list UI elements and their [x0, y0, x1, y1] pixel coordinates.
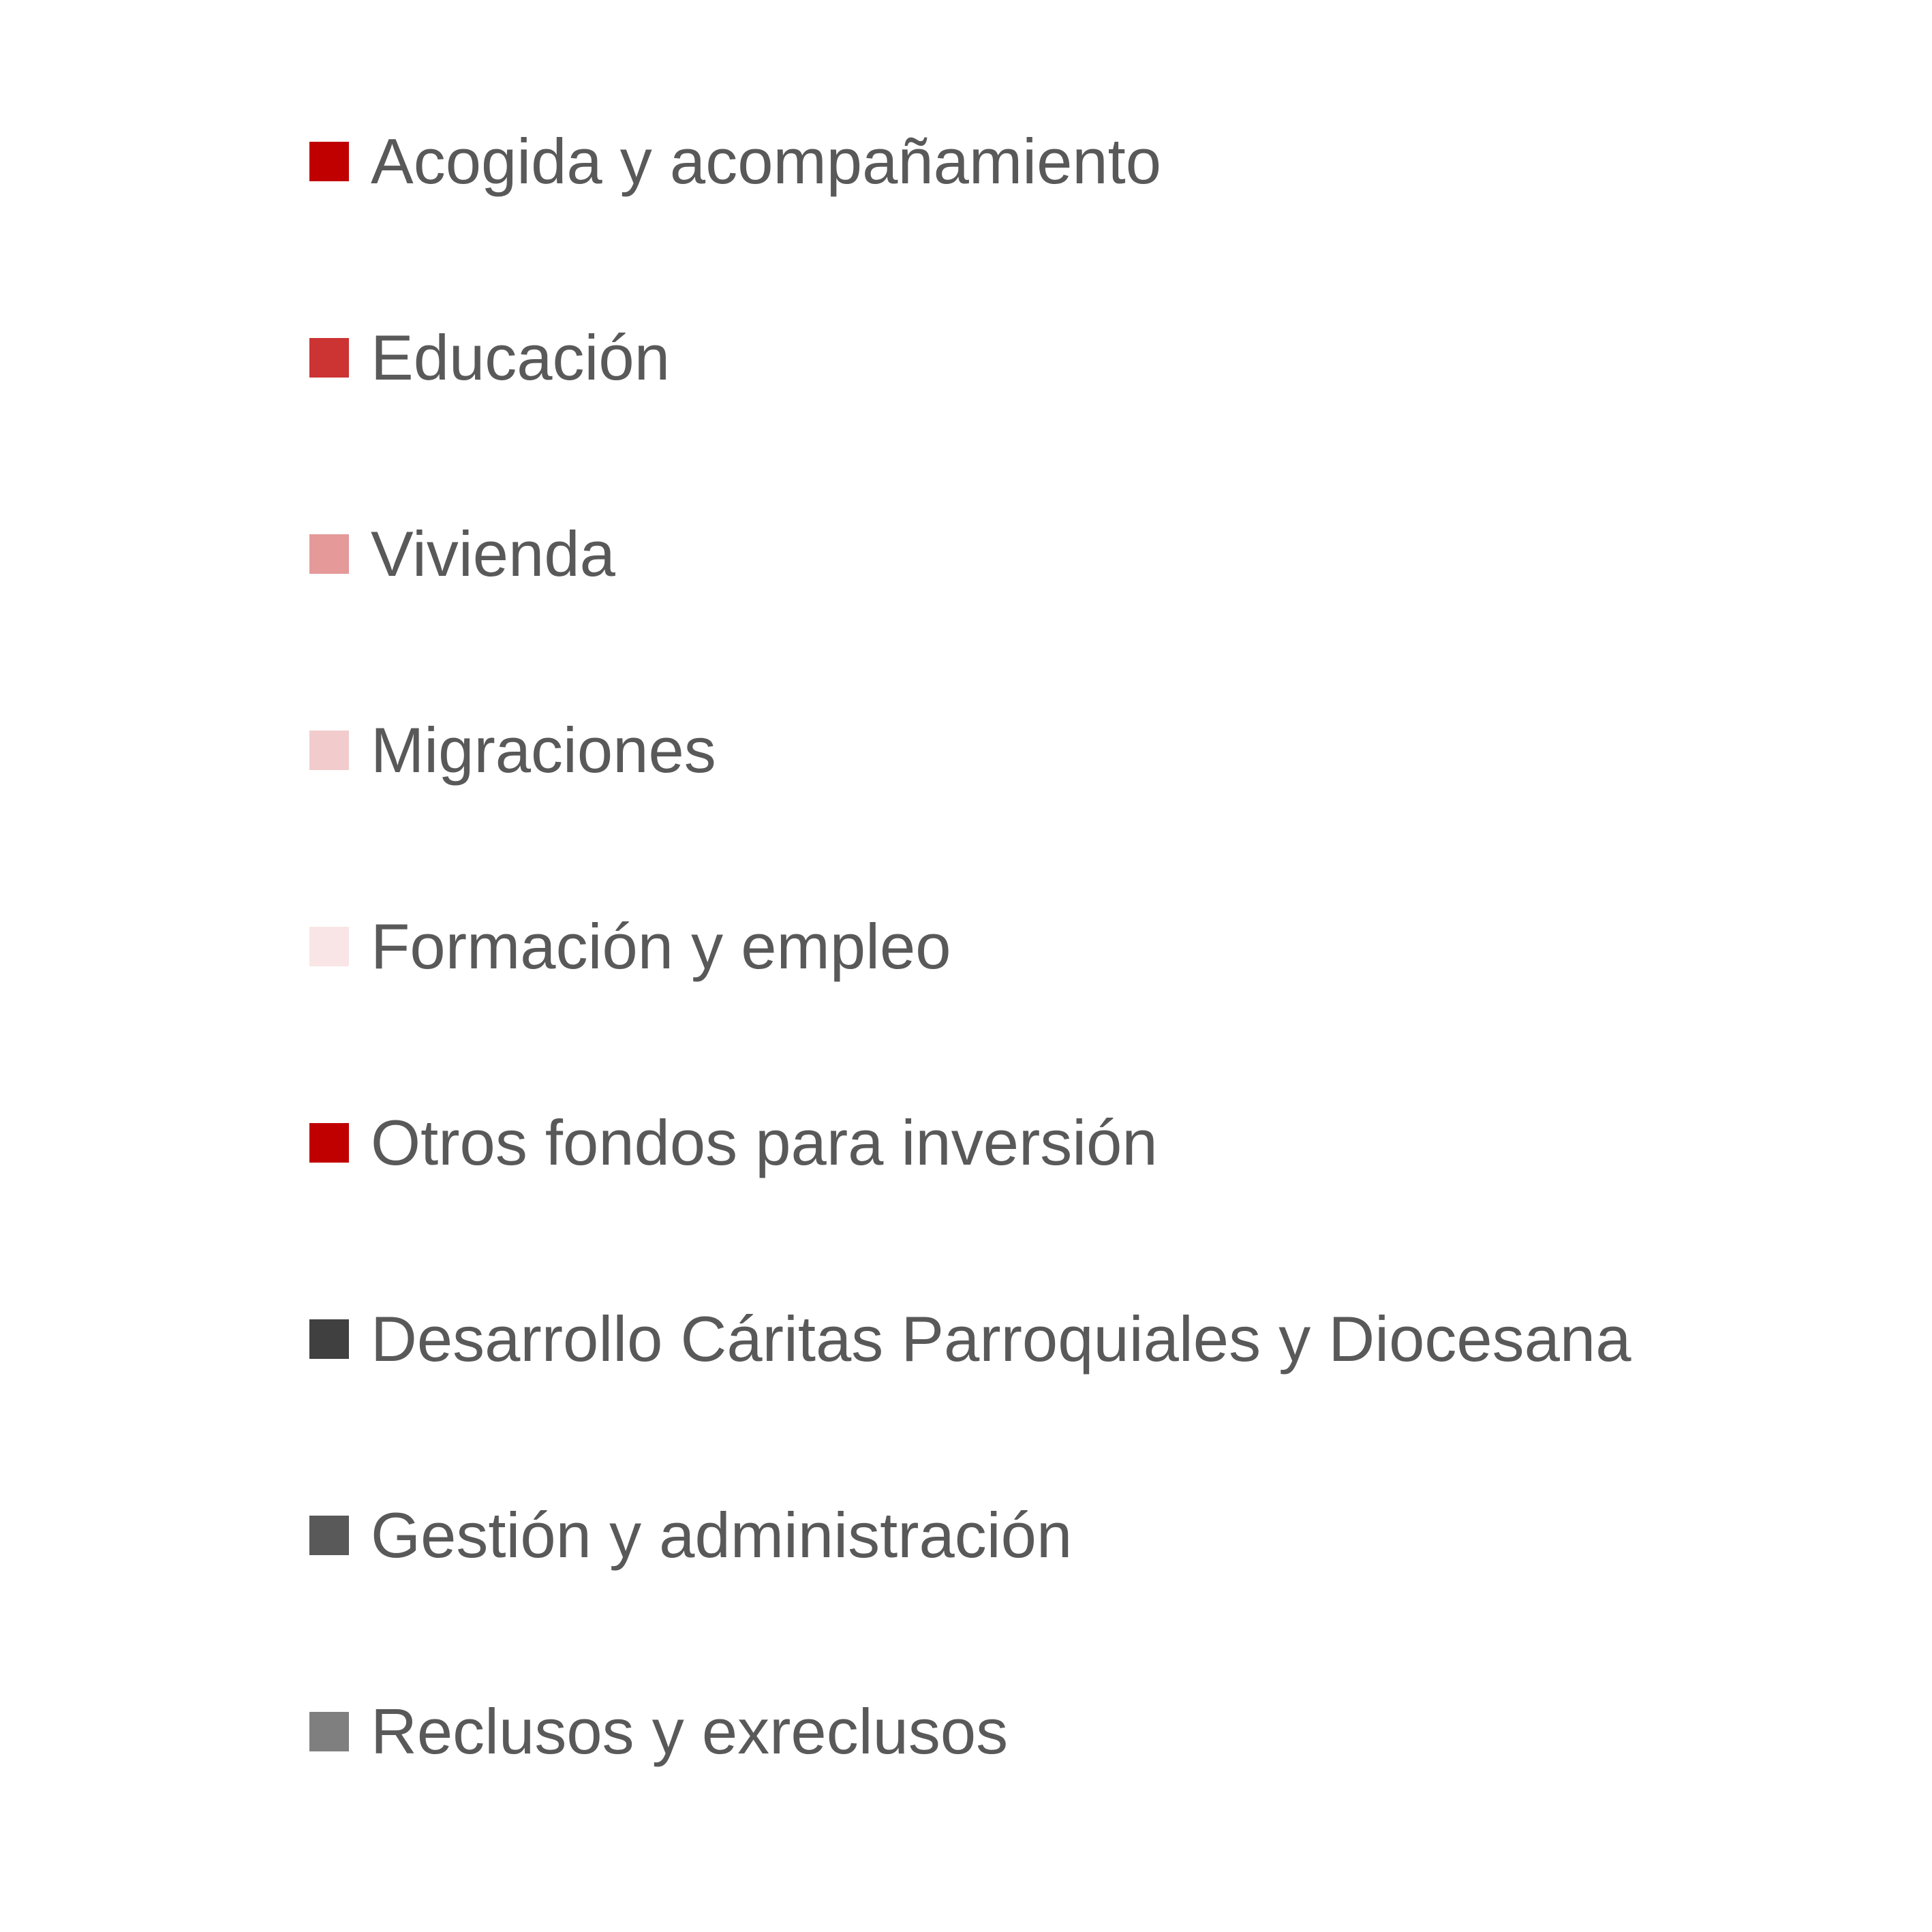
legend-swatch	[309, 1712, 349, 1751]
legend-item-acogida	[309, 127, 1877, 196]
legend-swatch	[309, 338, 349, 378]
legend-label: Desarrollo Cáritas Parroquiales y Diocesana	[371, 1303, 1631, 1375]
legend-label: Acogida y acompañamiento	[371, 125, 1162, 197]
legend-item-reclusos	[309, 1698, 1877, 1766]
legend-label: Gestión y administración	[371, 1499, 1073, 1571]
legend-item-otros-fondos	[309, 1109, 1877, 1177]
legend-swatch	[309, 142, 349, 181]
legend-label: Vivienda	[371, 518, 615, 589]
legend-item-desarrollo-caritas	[309, 1305, 1877, 1373]
chart-legend	[309, 127, 1877, 1766]
legend-label: Educación	[371, 322, 670, 393]
legend-item-educacion	[309, 324, 1877, 392]
legend-label: Reclusos y exreclusos	[371, 1696, 1009, 1767]
legend-label: Formación y empleo	[371, 910, 951, 982]
legend-swatch	[309, 927, 349, 966]
legend-item-migraciones	[309, 716, 1877, 784]
legend-label: Otros fondos para inversión	[371, 1107, 1158, 1178]
legend-item-formacion-empleo	[309, 910, 1877, 982]
legend-item-gestion-administracion	[309, 1501, 1877, 1569]
legend-swatch	[309, 731, 349, 770]
legend-item-vivienda	[309, 520, 1877, 588]
legend-swatch	[309, 1319, 349, 1359]
legend-swatch	[309, 1123, 349, 1163]
legend-label: Migraciones	[371, 714, 716, 786]
legend-swatch	[309, 534, 349, 574]
legend-swatch	[309, 1516, 349, 1555]
